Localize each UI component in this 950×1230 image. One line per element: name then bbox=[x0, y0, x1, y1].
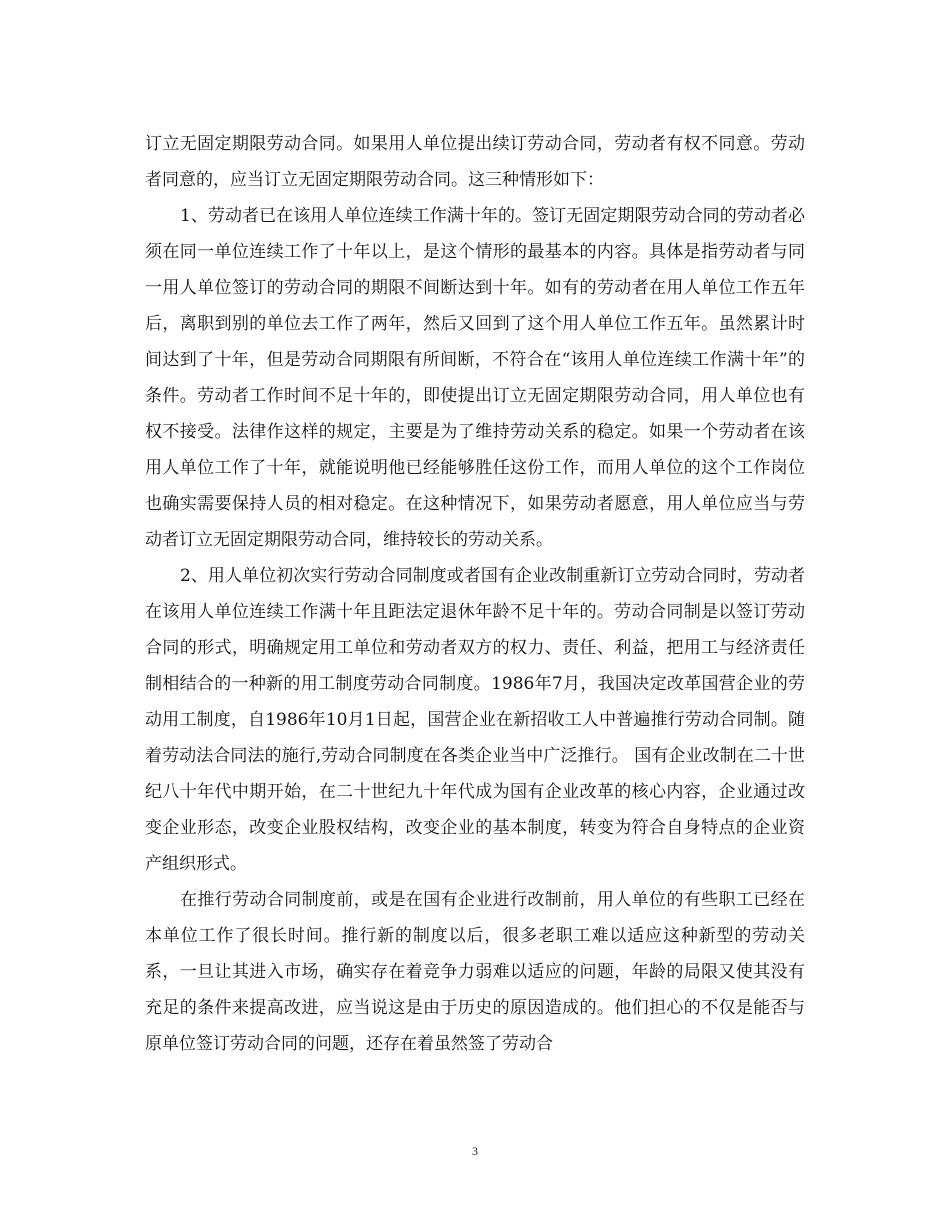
paragraph-4: 在推行劳动合同制度前，或是在国有企业进行改制前，用人单位的有些职工已经在本单位工作了很长时间。推行新的制度以后，很多老职工难以适应这种新型的劳动关系，一旦让其进入市场，确实存在着竞争力弱难以适应的问题，年龄的局限又使其没有充足的条件来提高改进，应当说这是由于历史的原因造成的。他们担心的不仅是能否与原单位签订劳动合同的问题，还存在着虽然签了劳动合 bbox=[145, 890, 805, 1054]
body-text bbox=[145, 126, 805, 1062]
page-number: 3 bbox=[472, 1144, 478, 1158]
paragraph-1: 订立无固定期限劳动合同。如果用人单位提出续订劳动合同，劳动者有权不同意。劳动者同意的，应当订立无固定期限劳动合同。这三种情形如下： bbox=[145, 134, 805, 190]
paragraph-2: 1、劳动者已在该用人单位连续工作满十年的。签订无固定期限劳动合同的劳动者必须在同一单位连续工作了十年以上，是这个情形的最基本的内容。具体是指劳动者与同一用人单位签订的劳动合同的期限不间断达到十年。如有的劳动者在用人单位工作五年后，离职到别的单位去工作了两年，然后又回到了这个用人单位工作五年。虽然累计时间达到了十年，但是劳动合同期限有所间断，不符合在“该用人单位连续工作满十年”的条件。劳动者工作时间不足十年的，即使提出订立无固定期限劳动合同，用人单位也有权不接受。法律作这样的规定，主要是为了维持劳动关系的稳定。如果一个劳动者在该用人单位工作了十年，就能说明他已经能够胜任这份工作，而用人单位的这个工作岗位也确实需要保持人员的相对稳定。在这种情况下，如果劳动者愿意，用人单位应当与劳动者订立无固定期限劳动合同，维持较长的劳动关系。 bbox=[145, 206, 805, 550]
paragraph-3: 2、用人单位初次实行劳动合同制度或者国有企业改制重新订立劳动合同时，劳动者在该用人单位连续工作满十年且距法定退休年龄不足十年的。劳动合同制是以签订劳动合同的形式，明确规定用工单位和劳动者双方的权力、责任、利益，把用工与经济责任制相结合的一种新的用工制度劳动合同制度。1986年7月，我国决定改革国营企业的劳动用工制度，自1986年10月1日起，国营企业在新招收工人中普遍推行劳动合同制。随着劳动法合同法的施行,劳动合同制度在各类企业当中广泛推行。 国有企业改制在二十世纪八十年代中期开始，在二十世纪九十年代成为国有企业改革的核心内容，企业通过改变企业形态，改变企业股权结构，改变企业的基本制度，转变为符合自身特点的企业资产组织形式。 bbox=[145, 566, 805, 874]
